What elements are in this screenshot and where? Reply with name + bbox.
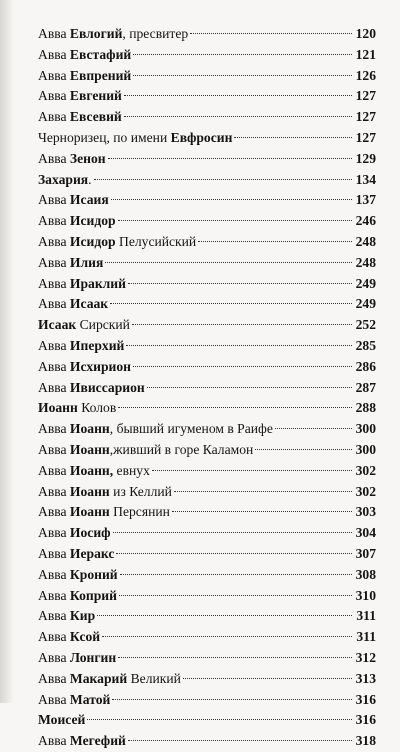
toc-entry bbox=[38, 190, 376, 211]
entry-prefix: Авва bbox=[38, 441, 70, 457]
dot-leader bbox=[118, 220, 352, 221]
toc-entry bbox=[38, 419, 376, 440]
page-number: 316 bbox=[355, 712, 376, 728]
entry-prefix: Авва bbox=[38, 296, 70, 312]
entry-name: Коприй bbox=[69, 587, 117, 603]
entry-name: Иперхий bbox=[69, 337, 125, 353]
toc-entry bbox=[38, 731, 376, 752]
entry-prefix: Авва bbox=[38, 150, 70, 166]
toc-entry bbox=[38, 274, 376, 295]
toc-entry bbox=[38, 253, 376, 274]
dot-leader bbox=[118, 407, 352, 408]
entry-suffix: Персянин bbox=[109, 504, 170, 520]
dot-leader bbox=[113, 532, 352, 533]
dot-leader bbox=[97, 615, 352, 616]
entry-name: Исидор bbox=[69, 233, 116, 249]
entry-prefix: Авва bbox=[38, 504, 70, 520]
entry-name: Иоанн bbox=[69, 504, 110, 520]
entry-name: Исаак bbox=[38, 317, 77, 333]
entry-prefix: Авва bbox=[38, 358, 70, 374]
dot-leader bbox=[132, 324, 352, 325]
entry-prefix: Авва bbox=[38, 233, 70, 249]
page-number: 311 bbox=[356, 629, 376, 645]
entry-prefix: Авва bbox=[38, 608, 70, 624]
entry-prefix: Авва bbox=[38, 483, 70, 499]
page-number: 300 bbox=[355, 441, 376, 457]
toc-entry bbox=[38, 107, 376, 128]
toc-entry bbox=[38, 128, 376, 149]
entry-suffix: Колов bbox=[77, 400, 117, 416]
dot-leader bbox=[126, 345, 352, 346]
entry-name: Исаия bbox=[69, 192, 109, 208]
dot-leader bbox=[118, 657, 352, 658]
dot-leader bbox=[133, 75, 352, 76]
entry-name: Евлогий bbox=[69, 26, 123, 41]
entry-prefix: Авва bbox=[38, 109, 70, 125]
entry-suffix: , пресвитер bbox=[122, 26, 189, 41]
entry-name: Иеракс bbox=[69, 545, 115, 561]
entry-name: Евгений bbox=[69, 88, 122, 104]
toc-entry bbox=[38, 45, 376, 66]
dot-leader bbox=[112, 699, 352, 700]
entry-prefix: Авва bbox=[38, 670, 70, 686]
entry-name: Иоанн, bbox=[69, 462, 114, 478]
toc-entry bbox=[38, 669, 376, 690]
dot-leader bbox=[124, 116, 352, 117]
dot-leader bbox=[94, 179, 352, 180]
entry-prefix: Авва bbox=[38, 691, 70, 707]
entry-name: Иосиф bbox=[69, 525, 111, 541]
entry-name: Мегефий bbox=[69, 733, 126, 749]
toc-entry bbox=[38, 523, 376, 544]
page-number: 285 bbox=[355, 337, 376, 353]
toc-entry bbox=[38, 211, 376, 232]
entry-name: Лонгин bbox=[69, 649, 117, 665]
dot-leader bbox=[116, 553, 352, 554]
page-number: 310 bbox=[355, 587, 376, 603]
page-number: 127 bbox=[355, 129, 376, 145]
toc-entry bbox=[38, 336, 376, 357]
entry-suffix: , бывший игуменом в Раифе bbox=[109, 421, 273, 437]
entry-prefix: Авва bbox=[38, 566, 70, 582]
entry-name: Иоанн bbox=[69, 483, 110, 499]
dot-leader bbox=[183, 678, 352, 679]
page-number: 313 bbox=[355, 670, 376, 686]
page-number: 300 bbox=[355, 421, 376, 437]
entry-prefix: Авва bbox=[38, 733, 70, 749]
entry-prefix: Авва bbox=[38, 88, 70, 104]
entry-name: Исидор bbox=[69, 213, 116, 229]
entry-name: Ксой bbox=[69, 629, 101, 645]
entry-prefix: Авва bbox=[38, 275, 70, 291]
toc-entry bbox=[38, 149, 376, 170]
page-number: 311 bbox=[356, 608, 376, 624]
toc-entry bbox=[38, 66, 376, 87]
dot-leader bbox=[275, 428, 352, 429]
entry-name: Зенон bbox=[69, 150, 106, 166]
dot-leader bbox=[105, 262, 352, 263]
entry-name: Исхирион bbox=[69, 358, 132, 374]
entry-prefix: Авва bbox=[38, 421, 70, 437]
entry-suffix: Сирский bbox=[76, 317, 130, 333]
entry-prefix: Авва bbox=[38, 67, 70, 83]
entry-suffix: . bbox=[88, 171, 92, 187]
page-number: 127 bbox=[355, 88, 376, 104]
dot-leader bbox=[133, 54, 352, 55]
entry-suffix: Пелусийский bbox=[115, 233, 197, 249]
entry-name: Илия bbox=[69, 254, 104, 270]
entry-prefix: Авва bbox=[38, 26, 70, 41]
toc-entry bbox=[38, 398, 376, 419]
toc-entry bbox=[38, 440, 376, 461]
dot-leader bbox=[128, 740, 352, 741]
entry-prefix: Авва bbox=[38, 629, 70, 645]
entry-name: Кроний bbox=[69, 566, 118, 582]
entry-prefix: Авва bbox=[38, 587, 70, 603]
dot-leader bbox=[124, 95, 352, 96]
entry-prefix: Авва bbox=[38, 545, 70, 561]
entry-name: Захария bbox=[38, 171, 89, 187]
entry-suffix: ,живший в горе Каламон bbox=[109, 441, 254, 457]
entry-name: Ираклий bbox=[69, 275, 126, 291]
page-number: 129 bbox=[355, 150, 376, 166]
toc-entry bbox=[38, 294, 376, 315]
entry-suffix: евнух bbox=[113, 462, 150, 478]
page-gutter-shadow bbox=[0, 0, 14, 703]
page-number: 287 bbox=[355, 379, 376, 395]
toc-entry bbox=[38, 482, 376, 503]
entry-name: Евстафий bbox=[69, 46, 132, 62]
page-number: 246 bbox=[355, 213, 376, 229]
dot-leader bbox=[234, 137, 352, 138]
page-number: 121 bbox=[355, 46, 376, 62]
page-number: 249 bbox=[355, 296, 376, 312]
toc-entry bbox=[38, 232, 376, 253]
entry-name: Иоанн bbox=[69, 441, 110, 457]
entry-prefix: Авва bbox=[38, 254, 70, 270]
dot-leader bbox=[133, 366, 352, 367]
dot-leader bbox=[128, 283, 352, 284]
page-number: 304 bbox=[355, 525, 376, 541]
page-number: 308 bbox=[355, 566, 376, 582]
toc-entry bbox=[38, 627, 376, 648]
toc-entry bbox=[38, 690, 376, 711]
entry-name: Ивиссарион bbox=[69, 379, 145, 395]
page-number: 134 bbox=[355, 171, 376, 187]
entry-name: Исаак bbox=[69, 296, 109, 312]
dot-leader bbox=[198, 241, 352, 242]
page-number: 137 bbox=[355, 192, 376, 208]
toc-entry bbox=[38, 710, 376, 731]
toc-entry bbox=[38, 544, 376, 565]
dot-leader bbox=[174, 491, 352, 492]
dot-leader bbox=[172, 511, 352, 512]
entry-prefix: Черноризец, по имени bbox=[38, 129, 171, 145]
entry-prefix: Авва bbox=[38, 525, 70, 541]
toc-entry bbox=[38, 86, 376, 107]
entry-name: Иоанн bbox=[38, 400, 78, 416]
page-number: 312 bbox=[355, 649, 376, 665]
table-of-contents bbox=[38, 24, 376, 752]
dot-leader bbox=[108, 158, 352, 159]
page-number: 248 bbox=[355, 254, 376, 270]
page-number: 248 bbox=[355, 233, 376, 249]
entry-prefix: Авва bbox=[38, 213, 70, 229]
dot-leader bbox=[87, 719, 352, 720]
entry-name: Макарий bbox=[69, 670, 128, 686]
entry-prefix: Авва bbox=[38, 462, 70, 478]
entry-name: Матой bbox=[69, 691, 111, 707]
page-number: 120 bbox=[355, 26, 376, 41]
toc-entry bbox=[38, 378, 376, 399]
entry-suffix: Великий bbox=[127, 670, 181, 686]
entry-name: Евфросин bbox=[170, 129, 233, 145]
toc-entry bbox=[38, 586, 376, 607]
page-number: 249 bbox=[355, 275, 376, 291]
entry-name: Кир bbox=[69, 608, 96, 624]
entry-prefix: Авва bbox=[38, 337, 70, 353]
entry-name: Евсевий bbox=[69, 109, 122, 125]
toc-entry bbox=[38, 502, 376, 523]
dot-leader bbox=[111, 199, 352, 200]
toc-entry bbox=[38, 315, 376, 336]
dot-leader bbox=[190, 33, 352, 34]
toc-entry bbox=[38, 648, 376, 669]
dot-leader bbox=[147, 387, 352, 388]
entry-prefix: Авва bbox=[38, 379, 70, 395]
entry-prefix: Авва bbox=[38, 649, 70, 665]
page-number: 307 bbox=[355, 545, 376, 561]
dot-leader bbox=[119, 595, 352, 596]
entry-name: Моисей bbox=[38, 712, 86, 728]
page-number: 303 bbox=[355, 504, 376, 520]
dot-leader bbox=[255, 449, 352, 450]
dot-leader bbox=[152, 470, 352, 471]
entry-prefix: Авва bbox=[38, 46, 70, 62]
entry-prefix: Авва bbox=[38, 192, 70, 208]
toc-entry bbox=[38, 565, 376, 586]
page-number: 288 bbox=[355, 400, 376, 416]
page-number: 302 bbox=[355, 483, 376, 499]
page-number: 286 bbox=[355, 358, 376, 374]
page-number: 302 bbox=[355, 462, 376, 478]
dot-leader bbox=[120, 574, 352, 575]
toc-entry bbox=[38, 24, 376, 45]
page-number: 316 bbox=[355, 691, 376, 707]
page-number: 127 bbox=[355, 109, 376, 125]
dot-leader bbox=[110, 303, 352, 304]
page-number: 126 bbox=[355, 67, 376, 83]
toc-entry bbox=[38, 606, 376, 627]
toc-entry bbox=[38, 357, 376, 378]
toc-entry bbox=[38, 170, 376, 191]
entry-suffix: из Келлий bbox=[109, 483, 172, 499]
entry-name: Евпрений bbox=[69, 67, 132, 83]
page-number: 252 bbox=[355, 317, 376, 333]
page-number: 318 bbox=[355, 733, 376, 749]
dot-leader bbox=[102, 636, 352, 637]
entry-name: Иоанн bbox=[69, 421, 110, 437]
toc-entry bbox=[38, 461, 376, 482]
